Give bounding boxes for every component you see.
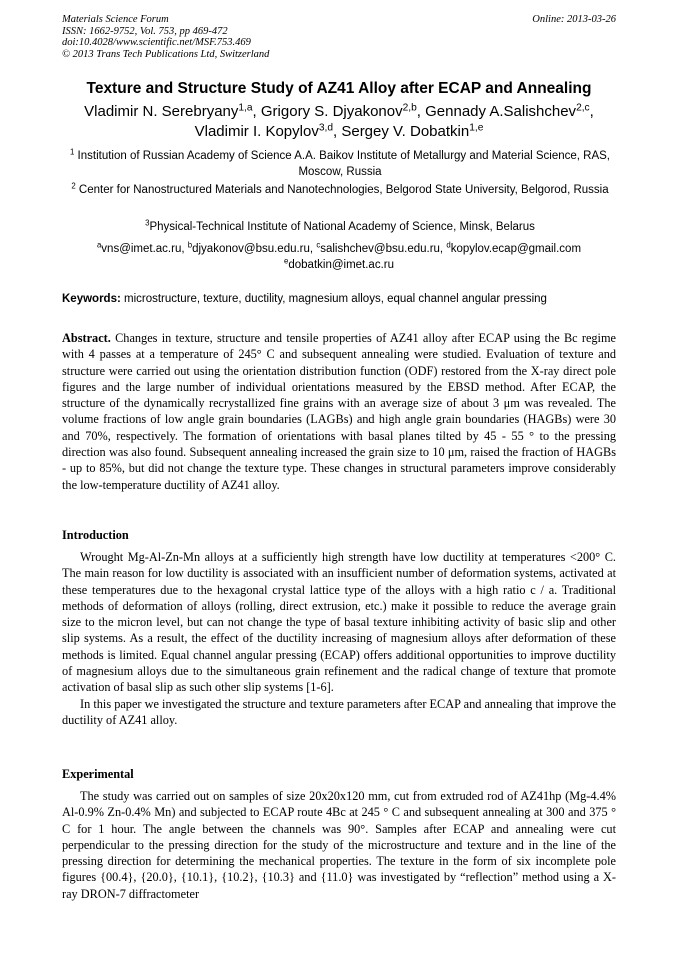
email-address[interactable]: $^b$djyakonov@bsu.edu.ru, xyxy=(187,240,317,255)
author: Vladimir N. Serebryany$^{1,a}$, xyxy=(84,102,261,120)
author: Sergey V. Dobatkin$^{1,e}$ xyxy=(341,122,484,140)
affiliation-2: $^2$ Center for Nanostructured Materials and Nanotechnologies, Belgorod State University, Belgorod, Russia xyxy=(71,181,609,196)
email-address[interactable]: $^a$vns@imet.ac.ru, xyxy=(96,240,188,255)
journal-name: Materials Science Forum xyxy=(62,14,169,25)
paper-title: Texture and Structure Study of AZ41 Alloy after ECAP and Annealing xyxy=(86,80,592,97)
email-address[interactable]: $^c$salishchev@bsu.edu.ru, xyxy=(316,240,447,255)
journal-header xyxy=(62,14,616,60)
abstract xyxy=(62,330,616,493)
email-address[interactable]: $^e$dobatkin@imet.ac.ru xyxy=(284,256,394,271)
journal-info xyxy=(62,14,269,60)
affiliation-3: $^3$Physical-Technical Institute of National Academy of Science, Minsk, Belarus xyxy=(145,218,535,233)
email-list xyxy=(40,242,638,273)
journal-issn: ISSN: 1662-9752, Vol. 753, pp 469-472 xyxy=(62,25,228,37)
keywords xyxy=(62,292,618,307)
paragraph: In this paper we investigated the structure and texture parameters after ECAP and annealing that improve the ductility of AZ41 alloy. xyxy=(62,696,616,727)
author: Gennady A.Salishchev$^{2,c}$, xyxy=(425,102,594,120)
journal-copyright: © 2013 Trans Tech Publications Ltd, Switzerland xyxy=(62,48,270,60)
affiliation-1: $^1$ Institution of Russian Academy of Science A.A. Baikov Institute of Metallurgy and Material Science, RAS, Moscow, Russia xyxy=(69,147,610,178)
journal-doi: doi:10.4028/www.scientific.net/MSF.753.469 xyxy=(62,37,251,48)
introduction-heading: Introduction xyxy=(62,528,129,542)
paragraph: The study was carried out on samples of size 20x20x120 mm, cut from extruded rod of AZ41hp (Mg-4.4% Al-0.9% Zn-0.4% Mn) and subjected to ECAP route 4Bc at 245 ° C and subsequent annealing at 300 and 375 ° C for 1 hour. The angle between the channels was 90°. Samples after ECAP and annealing were cut perpendicular to the pressing direction for the study of the microstructure and texture and in the line of the pressing direction for determining the mechanical properties. The texture in the form of six incomplete pole figures {00.4}, {20.0}, {10.1}, {10.2}, {10.3} and {11.0} was investigated by “reflection” method using a X-ray DRON-7 diffractometer xyxy=(62,789,616,901)
keywords-text: microstructure, texture, ductility, magnesium alloys, equal channel angular pressing xyxy=(120,293,547,305)
author: Vladimir I. Kopylov$^{3,d}$, xyxy=(194,122,342,140)
keywords-label: Keywords: xyxy=(62,293,121,305)
experimental-heading: Experimental xyxy=(62,767,134,781)
email-address[interactable]: $^d$kopylov.ecap@gmail.com xyxy=(446,240,582,255)
abstract-label: Abstract. xyxy=(62,331,111,345)
online-date: Online: 2013-03-26 xyxy=(532,14,616,25)
author: Grigory S. Djyakonov$^{2,b}$, xyxy=(260,102,426,120)
experimental-body xyxy=(62,788,616,902)
paragraph: Wrought Mg-Al-Zn-Mn alloys at a sufficiently high strength have low ductility at temperatures <200° C. The main reason for low ductility is associated with an insufficient number of deformation systems, activated at these temperatures due to the hexagonal crystal lattice type of the alloys with a high ratio c / a. Traditional methods of deformation of alloys (rolling, direct extrusion, etc.) make it possible to reduce the average grain size to the micron level, but can not change the type of basal texture inhibiting activity of basic slip and other slip systems. As a result, the effect of the ductility increasing of magnesium alloys after deformation of these methods is limited. Equal channel angular pressing (ECAP) offers additional opportunities to improve ductility of magnesium alloys due to the simultaneous grain refinement and the radical change of texture that promote activation of basal slip as such other slip systems [1-6]. xyxy=(62,550,616,695)
author-list xyxy=(40,102,638,142)
abstract-text: Changes in texture, structure and tensile properties of AZ41 alloy after ECAP using the Bc regime with 4 passes at a temperature of 245° C and subsequent annealing were studied. Evaluation of texture and structure were carried out using the orientation distribution function (ODF) restored from the X-ray direct pole figures and the large number of individual orientations measured by the EBSD method. After ECAP, the structure of the dynamically recrystallized fine grains with an average size of about 3 μm was revealed. The volume fractions of low angle grain boundaries (LAGBs) and high angle grain boundaries (HAGBs) were 30 and 70%, respectively. The formation of orientations with basal planes tilted by 45 - 55 ° to the pressing direction was also found. Subsequent annealing increased the grain size to 10 μm, raised the fraction of HAGBs - up to 85%, but did not change the texture type. These changes in structural parameters improve considerably the low-temperature ductility of AZ41 alloy. xyxy=(62,331,616,492)
introduction-body xyxy=(62,549,616,728)
